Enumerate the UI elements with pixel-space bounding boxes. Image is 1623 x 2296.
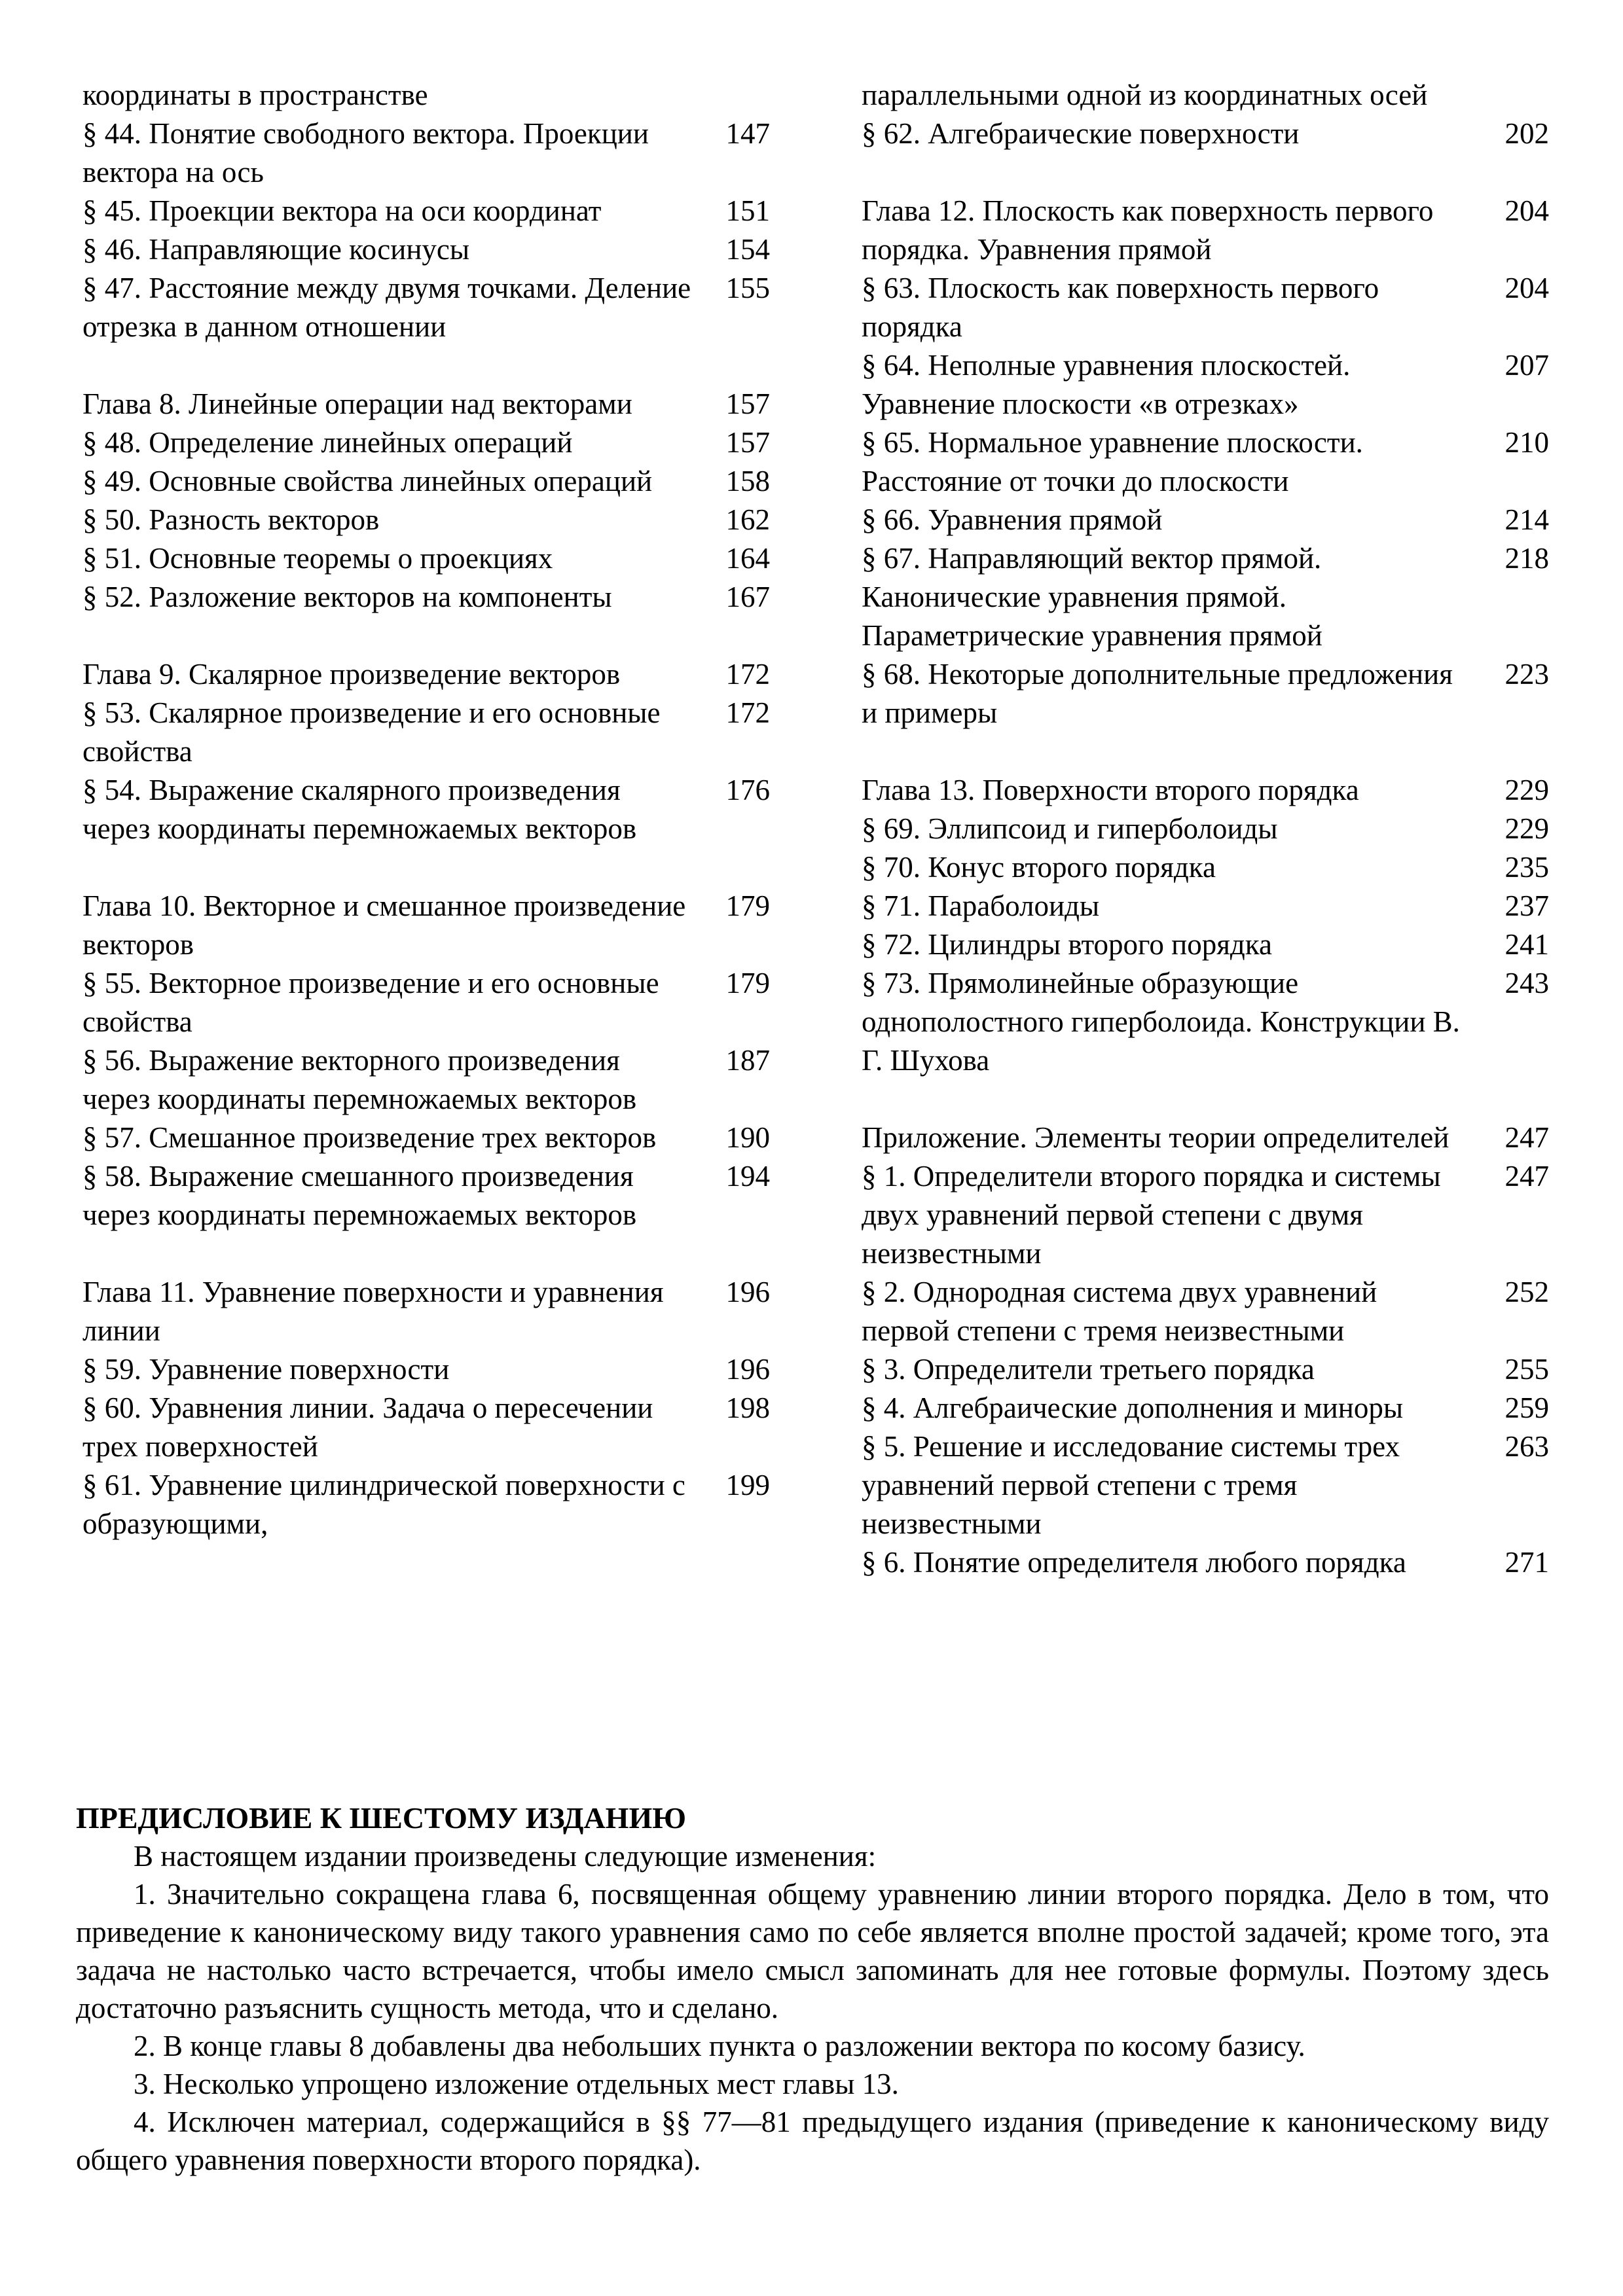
toc-entry-page: 271 [1504,1546,1549,1579]
toc-entry-title: § 49. Основные свойства линейных операций [82,465,653,497]
toc-entry-title: § 71. Параболоиды [862,889,1100,922]
toc-entry-page: 223 [1504,658,1549,691]
toc-entry [862,1350,1549,1389]
toc-entry-page: 187 [725,1044,770,1077]
toc-entry-page: 179 [725,889,770,922]
toc-entry-title: Глава 9. Скалярное произведение векторов [82,658,621,691]
toc-entry-title: § 69. Эллипсоид и гиперболоиды [862,812,1278,845]
toc-entry-page: 172 [725,658,770,691]
toc-entry [862,964,1549,1080]
toc-entry [862,1119,1549,1157]
toc-entry-title: § 1. Определители второго порядка и системы двух уравнений первой степени с двумя неизвестными [862,1160,1441,1270]
toc-entry [862,539,1549,655]
toc-entry [82,76,770,115]
toc-entry [82,1041,770,1119]
toc-entry-title: § 55. Векторное произведение и его основные свойства [82,967,659,1038]
toc-right-column [862,76,1549,1582]
toc-entry [862,1427,1549,1543]
toc-entry-title: § 3. Определители третьего порядка [862,1353,1315,1386]
toc-spacer [862,732,1549,771]
toc-entry [862,1273,1549,1350]
preface-paragraph: В настоящем издании произведены следующие изменения: [134,1840,877,1873]
toc-entry-page: 194 [725,1160,770,1193]
toc-entry-page: 243 [1504,967,1549,999]
toc-entry-title: Приложение. Элементы теории определителей [862,1121,1450,1154]
toc-entry [82,115,770,192]
toc-entry-title: § 58. Выражение смешанного произведения через координаты перемножаемых векторов [82,1160,637,1231]
toc-entry [82,694,770,771]
toc-entry-page: 252 [1504,1276,1549,1308]
toc-entry-page: 207 [1504,349,1549,382]
toc-entry [82,1119,770,1157]
toc-entry-page: 214 [1504,503,1549,536]
toc-entry-page: 172 [725,696,770,729]
toc-entry-title: § 47. Расстояние между двумя точками. Деление отрезка в данном отношении [82,272,691,343]
toc-entry-title: § 57. Смешанное произведение трех векторов [82,1121,657,1154]
toc-entry [82,269,770,346]
toc-entry-page: 202 [1504,117,1549,150]
toc-entry-title: § 44. Понятие свободного вектора. Проекции вектора на ось [82,117,649,188]
preface-section [76,1799,1549,2179]
toc-entry-page: 210 [1504,426,1549,459]
toc-entry [82,462,770,501]
toc-entry [862,501,1549,539]
toc-entry [82,887,770,964]
toc-entry-title: § 53. Скалярное произведение и его основные свойства [82,696,661,768]
toc-entry-title: § 4. Алгебраические дополнения и миноры [862,1391,1404,1424]
toc-entry-page: 263 [1504,1430,1549,1463]
toc-entry-title: § 6. Понятие определителя любого порядка [862,1546,1406,1579]
toc-entry [82,1157,770,1234]
toc-entry [862,655,1549,732]
toc-entry-title: § 52. Разложение векторов на компоненты [82,581,612,613]
toc-entry-page: 198 [725,1391,770,1424]
toc-entry [862,423,1549,501]
toc-entry-page: 154 [725,233,770,266]
toc-entry [82,1389,770,1466]
toc-entry-page: 179 [725,967,770,999]
toc-entry-title: § 61. Уравнение цилиндрической поверхности с образующими, [82,1469,685,1540]
toc-entry-title: Глава 13. Поверхности второго порядка [862,774,1359,806]
toc-entry-title: § 68. Некоторые дополнительные предложения и примеры [862,658,1453,729]
toc-entry-page: 204 [1504,194,1549,227]
toc-entry-title: § 48. Определение линейных операций [82,426,573,459]
toc-left-column [82,76,770,1543]
toc-spacer [82,346,770,385]
toc-spacer [82,617,770,655]
toc-entry-title: Глава 8. Линейные операции над векторами [82,387,632,420]
toc-entry-page: 218 [1504,542,1549,575]
toc-spacer [862,1080,1549,1119]
toc-entry-title: § 54. Выражение скалярного произведения через координаты перемножаемых векторов [82,774,637,845]
toc-spacer [862,153,1549,192]
toc-entry-title: § 67. Направляющий вектор прямой. Канонические уравнения прямой. Параметрические уравнения прямой [862,542,1322,652]
toc-entry-page: 196 [725,1276,770,1308]
preface-paragraph: 3. Несколько упрощено изложение отдельных мест главы 13. [134,2068,899,2100]
toc-entry-page: 167 [725,581,770,613]
toc-entry-title: § 50. Разность векторов [82,503,380,536]
toc-entry-page: 247 [1504,1160,1549,1193]
toc-entry-title: координаты в пространстве [82,79,428,111]
toc-entry [862,1389,1549,1427]
toc-entry-page: 229 [1504,812,1549,845]
toc-entry-page: 157 [725,426,770,459]
toc-entry [82,230,770,269]
toc-entry [82,1350,770,1389]
toc-entry [82,423,770,462]
toc-entry [82,964,770,1041]
toc-entry-page: 237 [1504,889,1549,922]
toc-entry [82,539,770,578]
toc-entry-page: 199 [725,1469,770,1501]
toc-entry-title: § 62. Алгебраические поверхности [862,117,1300,150]
toc-entry [82,771,770,848]
toc-entry-page: 164 [725,542,770,575]
toc-entry-page: 155 [725,272,770,304]
toc-entry [862,810,1549,848]
toc-entry-title: § 45. Проекции вектора на оси координат [82,194,602,227]
toc-entry [862,925,1549,964]
toc-entry-page: 151 [725,194,770,227]
preface-heading: ПРЕДИСЛОВИЕ К ШЕСТОМУ ИЗДАНИЮ [76,1801,687,1835]
toc-entry [82,501,770,539]
toc-entry-page: 176 [725,774,770,806]
toc-entry-title: параллельными одной из координатных осей [862,79,1428,111]
toc-entry-title: § 73. Прямолинейные образующие однополостного гиперболоида. Конструкции В. Г. Шухова [862,967,1460,1077]
toc-entry [862,771,1549,810]
toc-entry-page: 241 [1504,928,1549,961]
toc-entry-title: § 60. Уравнения линии. Задача о пересечении трех поверхностей [82,1391,653,1463]
toc-entry [862,1543,1549,1582]
toc-entry-page: 255 [1504,1353,1549,1386]
toc-spacer [82,848,770,887]
toc-entry-title: Глава 11. Уравнение поверхности и уравнения линии [82,1276,664,1347]
toc-entry-page: 229 [1504,774,1549,806]
toc-entry-title: § 51. Основные теоремы о проекциях [82,542,553,575]
toc-spacer [82,1234,770,1273]
toc-entry-title: Глава 10. Векторное и смешанное произведение векторов [82,889,686,961]
toc-entry-title: § 65. Нормальное уравнение плоскости. Расстояние от точки до плоскости [862,426,1363,497]
toc-entry-page: 259 [1504,1391,1549,1424]
toc-entry [82,578,770,617]
toc-entry [862,887,1549,925]
toc-entry-title: § 72. Цилиндры второго порядка [862,928,1272,961]
toc-entry [82,385,770,423]
toc-entry [82,1273,770,1350]
toc-entry-title: § 59. Уравнение поверхности [82,1353,450,1386]
toc-entry-title: § 5. Решение и исследование системы трех уравнений первой степени с тремя неизвестными [862,1430,1400,1540]
toc-entry-page: 196 [725,1353,770,1386]
toc-entry-page: 157 [725,387,770,420]
preface-paragraph: 4. Исключен материал, содержащийся в §§ 77—81 предыдущего издания (приведение к каноническому виду общего уравнения поверхности второго порядка). [76,2106,1549,2176]
preface-paragraph: 1. Значительно сокращена глава 6, посвященная общему уравнению линии второго порядка. Дело в том, что приведение к каноническому виду такого уравнения само по себе является вполне простой задачей; кроме того, эта задача не настолько часто встречается, чтобы имело смысл запоминать для нее готовые формулы. Поэтому здесь достаточно разъяснить сущность метода, что и сделано. [76,1878,1549,2024]
preface-paragraph: 2. В конце главы 8 добавлены два небольших пункта о разложении вектора по косому базису. [134,2030,1305,2062]
toc-entry-title: § 66. Уравнения прямой [862,503,1163,536]
toc-entry [862,1157,1549,1273]
toc-entry-page: 162 [725,503,770,536]
toc-entry [82,1466,770,1543]
toc-entry-title: § 46. Направляющие косинусы [82,233,470,266]
toc-entry-title: § 64. Неполные уравнения плоскостей. Уравнение плоскости «в отрезках» [862,349,1351,420]
toc-entry [82,192,770,230]
toc-entry-page: 158 [725,465,770,497]
toc-entry-page: 147 [725,117,770,150]
toc-entry [862,76,1549,115]
toc-entry [862,346,1549,423]
toc-entry-title: § 56. Выражение векторного произведения через координаты перемножаемых векторов [82,1044,637,1115]
toc-entry [82,655,770,694]
toc-entry [862,192,1549,269]
toc-entry [862,269,1549,346]
toc-entry-title: § 2. Однородная система двух уравнений первой степени с тремя неизвестными [862,1276,1377,1347]
toc-entry-page: 247 [1504,1121,1549,1154]
toc-entry [862,115,1549,153]
toc-entry-title: § 63. Плоскость как поверхность первого порядка [862,272,1379,343]
toc-entry-page: 204 [1504,272,1549,304]
toc-entry-title: Глава 12. Плоскость как поверхность первого порядка. Уравнения прямой [862,194,1434,266]
toc-entry-title: § 70. Конус второго порядка [862,851,1216,884]
toc-entry-page: 235 [1504,851,1549,884]
toc-entry [862,848,1549,887]
toc-entry-page: 190 [725,1121,770,1154]
